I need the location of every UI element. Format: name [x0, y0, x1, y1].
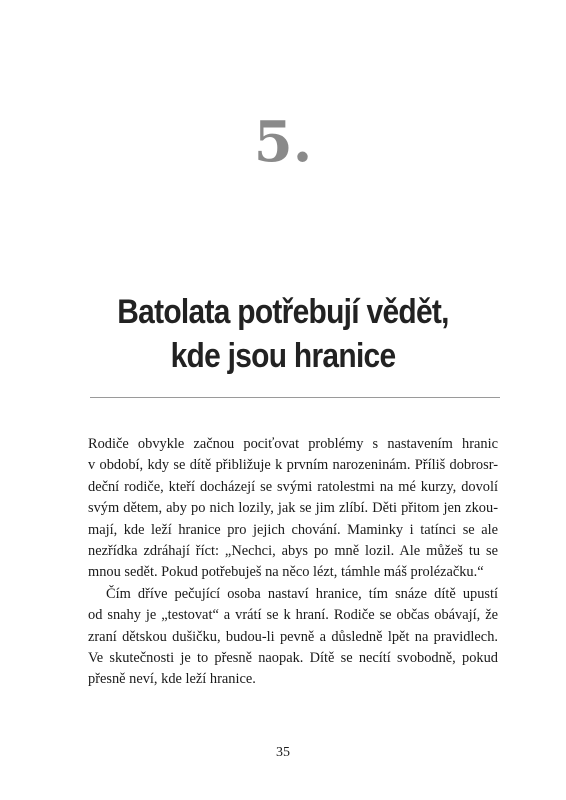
paragraph-line: mnou sedět. Pokud potřebuješ na něco lézt, támhle máš prolézačku.“ — [88, 564, 484, 581]
paragraph-line: přesně neví, kde leží hranice. — [88, 671, 256, 688]
paragraph-line: nezřídka zdráhají říct: „Nechci, abys po mně lozil. Ale můžeš tu se — [88, 542, 498, 559]
paragraph-line: zraní dětskou dušičku, budou-li pevně a důsledně lpět na pravidlech. — [88, 628, 498, 645]
chapter-title-line: kde jsou hranice — [170, 337, 396, 375]
title-divider — [90, 397, 500, 398]
chapter-title — [34, 290, 532, 378]
chapter-number: 5. — [253, 109, 313, 175]
paragraph-line: svým dětem, aby po nich lozily, jak se jim zlíbí. Děti přitom jen zkou- — [88, 500, 498, 517]
paragraph-line: Čím dříve pečující osoba nastaví hranice, tím snáze dítě upustí — [106, 585, 498, 602]
paragraph-line: v období, kdy se dítě přibližuje k prvním narozeninám. Příliš dobrosr- — [88, 457, 498, 474]
chapter-title-line: Batolata potřebují vědět, — [117, 293, 449, 331]
paragraph-line: Rodiče obvykle začnou pociťovat problémy s nastavením hranic — [88, 436, 498, 452]
page-number: 35 — [276, 745, 290, 760]
paragraph-line: deční rodiče, kteří docházejí se svými ratolestmi na mé kurzy, dovolí — [88, 478, 498, 495]
paragraph-line: Ve skutečnosti je to přesně naopak. Dítě se necítí svobodně, pokud — [88, 649, 498, 666]
paragraph-line: od snahy je „testovat“ a vrátí se k hraní. Rodiče se občas obávají, že — [88, 607, 498, 624]
paragraph-line: mají, kde leží hranice pro jejich chování. Maminky i tatínci se ale — [88, 521, 498, 538]
body-text — [88, 434, 498, 691]
